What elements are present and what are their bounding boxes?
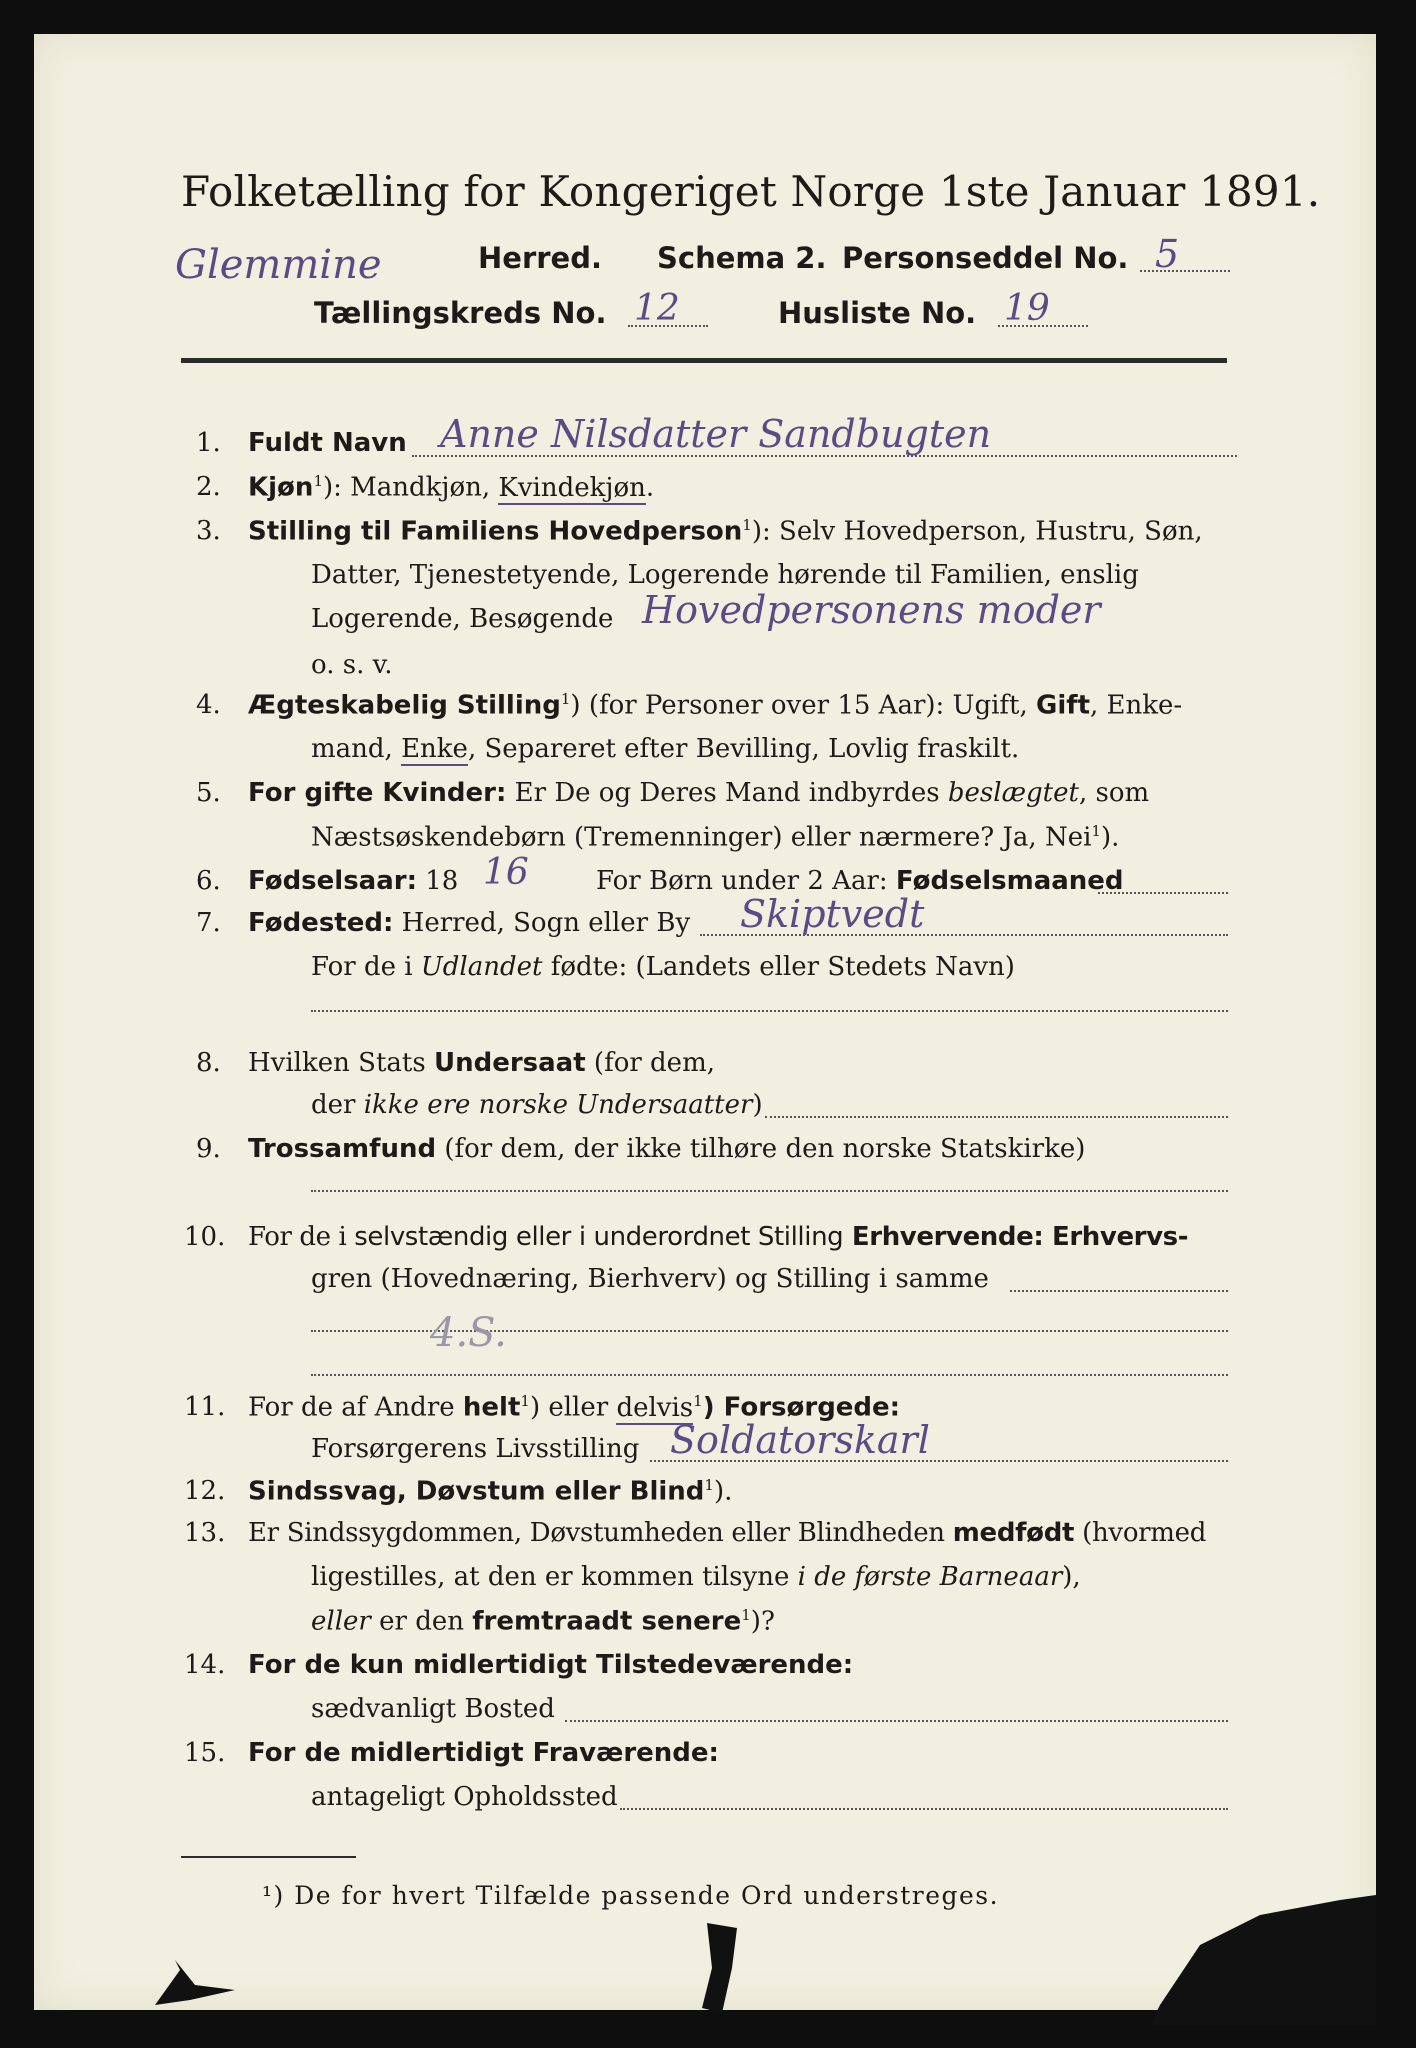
- herred-handwritten: Glemmine: [175, 242, 382, 288]
- q12-end: ).: [713, 1476, 733, 1507]
- q4-line2-b: , Separeret efter Bevilling, Lovlig fraskilt.: [467, 734, 1020, 764]
- q11-answer: Soldatorskarl: [670, 1418, 930, 1462]
- q9-line: [248, 1134, 1085, 1164]
- q6-year-handwritten: 16: [483, 852, 529, 893]
- q10-line2: gren (Hovednæring, Bierhverv) og Stilling i samme: [311, 1264, 989, 1294]
- q13-line3-b: fremtraadt senere: [472, 1606, 742, 1637]
- q7-line1: [248, 908, 690, 938]
- q11-number: 11.: [184, 1392, 226, 1422]
- q4-gift: Gift: [1036, 690, 1091, 721]
- q5-beslaegtet: beslægtet: [947, 778, 1079, 808]
- q12-footnote-mark: 1: [704, 1476, 714, 1494]
- q4-line2-a: mand,: [311, 734, 402, 764]
- q13-line3-italic: eller: [311, 1606, 371, 1637]
- q6-fodselsmaaned: Fødselsmaaned: [895, 866, 1124, 896]
- q7-dotted-line: [700, 934, 1228, 936]
- q4-enke-underlined: Enke: [401, 734, 468, 764]
- corner-damage-left: [150, 1930, 240, 2010]
- q10-text-a: For de i: [248, 1222, 355, 1252]
- q7-line2-a: For de i: [311, 952, 421, 982]
- q15-dotted-line: [620, 1808, 1228, 1810]
- q10-dotted-line-1: [1010, 1290, 1228, 1292]
- q13-line1: [248, 1518, 1206, 1548]
- personseddel-dotted-line: [1140, 270, 1230, 272]
- q7-answer: Skiptvedt: [740, 892, 925, 936]
- kreds-label: Tællingskreds No.: [314, 296, 607, 330]
- q8-ikke: ikke ere norske Undersaatter: [363, 1090, 753, 1120]
- q1-answer-name: Anne Nilsdatter Sandbugten: [440, 412, 992, 456]
- q3-number: 3.: [196, 516, 221, 546]
- q7-udlandet: Udlandet: [420, 952, 543, 982]
- q7-number: 7.: [196, 908, 221, 938]
- tear-damage-middle: [692, 1918, 752, 2018]
- q13-text-a: Er Sindssygdommen, Døvstumheden eller Blindheden: [248, 1518, 953, 1548]
- q11-text-a: For de af Andre: [248, 1392, 463, 1423]
- q11-footnote-mark-2: 1: [693, 1392, 703, 1410]
- q3-answer: Hovedpersonens moder: [642, 588, 1101, 632]
- q14-dotted-line: [565, 1720, 1228, 1722]
- q13-line3-a: er den: [370, 1606, 473, 1637]
- q11-delvis-underlined: delvis: [616, 1392, 694, 1423]
- q14-label: For de kun midlertidigt Tilstedeværende:: [248, 1650, 854, 1680]
- q2-kvindekjon-underlined: Kvindekjøn: [498, 472, 646, 503]
- q13-line2-italic: i de første Barneaar: [797, 1562, 1063, 1592]
- q7-line2-b: fødte: (Landets eller Stedets Navn): [542, 952, 1015, 982]
- q2-footnote-mark: 1: [313, 472, 323, 490]
- kreds-dotted-line: [628, 325, 708, 327]
- corner-damage-right: [1140, 1895, 1380, 2025]
- q13-number: 13.: [184, 1518, 226, 1548]
- q11-forsorgede: ) Forsørgede:: [702, 1392, 901, 1423]
- q5-end: ).: [1100, 822, 1120, 853]
- q3-footnote-mark: 1: [742, 516, 752, 534]
- q2-number: 2.: [196, 472, 221, 502]
- q6-line: [248, 866, 458, 896]
- q6-text: For Børn under 2 Aar:: [596, 866, 896, 896]
- q4-footnote-mark: 1: [560, 690, 571, 708]
- q1-label: Fuldt Navn: [248, 428, 407, 458]
- header-rule: [181, 358, 1227, 363]
- q8-line2: [311, 1090, 763, 1120]
- q3-line3: Logerende, Besøgende: [311, 604, 614, 634]
- q8-label-b: Undersaat: [433, 1048, 586, 1078]
- husliste-dotted-line: [998, 325, 1088, 327]
- q13-line3: [311, 1606, 775, 1637]
- q9-text: (for dem, der ikke tilhøre den norske Statskirke): [436, 1134, 1086, 1164]
- q8-line1: [248, 1048, 715, 1078]
- q6-year-prefix: 18: [417, 866, 459, 896]
- q13-line2: [311, 1562, 1081, 1592]
- q5-number: 5.: [196, 778, 221, 808]
- q15-line2: antageligt Opholdssted: [311, 1782, 618, 1812]
- q15-number: 15.: [184, 1738, 226, 1768]
- q3-line1: [248, 516, 1203, 547]
- q13-line3-c: )?: [750, 1606, 775, 1637]
- q10-b2: Erhvervende:: [843, 1222, 1044, 1252]
- q4-text-a: ) (for Personer over 15 Aar): Ugift,: [570, 690, 1037, 721]
- q5-footnote-mark: 1: [1091, 822, 1101, 840]
- q12-number: 12.: [184, 1476, 226, 1506]
- q11-footnote-mark: 1: [520, 1392, 530, 1410]
- q2-text-c: .: [645, 472, 655, 503]
- q8-label-a: Hvilken Stats: [248, 1048, 434, 1078]
- husliste-label: Husliste No.: [778, 296, 977, 330]
- q10-text-b: Erhvervs-: [1043, 1222, 1189, 1252]
- q10-b1: selvstændig eller i underordnet Stilling: [354, 1222, 844, 1252]
- q13-line2-b: ),: [1062, 1562, 1081, 1592]
- q13-footnote-mark: 1: [741, 1606, 751, 1624]
- kreds-number: 12: [634, 288, 680, 329]
- form-title: Folketælling for Kongeriget Norge 1ste Januar 1891.: [181, 167, 1321, 216]
- q8-line2-a: der: [311, 1090, 364, 1120]
- q8-line2-b: ): [752, 1090, 763, 1120]
- q2-text-a: ): Mandkjøn,: [322, 472, 499, 503]
- q8-number: 8.: [196, 1048, 221, 1078]
- q10-dotted-line-3: [311, 1374, 1228, 1376]
- q6-dotted-line: [1098, 892, 1228, 894]
- schema-label: Schema 2.: [657, 241, 827, 275]
- q11-mid: ) eller: [529, 1392, 617, 1423]
- q12-line: [248, 1476, 732, 1507]
- q8-dotted-line: [765, 1116, 1228, 1118]
- q4-label: Ægteskabelig Stilling: [248, 690, 561, 721]
- q3-label: Stilling til Familiens Hovedperson: [248, 516, 743, 547]
- q11-helt: helt: [462, 1392, 521, 1423]
- q9-label: Trossamfund: [248, 1134, 437, 1164]
- q4-line1: [248, 690, 1182, 721]
- q13-text-b: (hvormed: [1074, 1518, 1207, 1548]
- q10-number: 10.: [184, 1222, 226, 1252]
- q14-number: 14.: [184, 1650, 226, 1680]
- q1-number: 1.: [196, 428, 221, 458]
- herred-label: Herred.: [478, 241, 602, 275]
- q9-number: 9.: [196, 1134, 221, 1164]
- q10-pencil-mark: 4.S.: [430, 1310, 507, 1356]
- personseddel-number: 5: [1155, 232, 1180, 276]
- q7-line2: [311, 952, 1015, 982]
- q5-line2-text: Næstsøskendebørn (Tremenninger) eller nærmere? Ja, Nei: [311, 822, 1092, 853]
- q2-line: [248, 472, 654, 503]
- q5-label: For gifte Kvinder:: [248, 778, 507, 808]
- q4-text-b: , Enke-: [1090, 690, 1183, 721]
- q11-line2: Forsørgerens Livsstilling: [311, 1434, 640, 1464]
- q5-text-b: , som: [1078, 778, 1150, 808]
- q2-label: Kjøn: [248, 472, 314, 503]
- footnote-text: ¹) De for hvert Tilfælde passende Ord understreges.: [262, 1881, 1000, 1910]
- q6-number: 6.: [196, 866, 221, 896]
- q7-label: Fødested:: [248, 908, 394, 938]
- husliste-number: 19: [1004, 288, 1050, 329]
- personseddel-label: Personseddel No.: [842, 241, 1129, 275]
- q12-label: Sindssvag, Døvstum eller Blind: [248, 1476, 705, 1507]
- q3-line2: Datter, Tjenestetyende, Logerende hørende til Familien, enslig: [311, 560, 1139, 590]
- q3-text-a: ): Selv Hovedperson, Hustru, Søn,: [751, 516, 1203, 547]
- q5-line2: [311, 822, 1119, 853]
- q5-text-a: Er De og Deres Mand indbyrdes: [506, 778, 948, 808]
- q7-dotted-line-2: [311, 1010, 1228, 1012]
- q13-line2-a: ligestilles, at den er kommen tilsyne: [311, 1562, 798, 1592]
- q15-label: For de midlertidigt Fraværende:: [248, 1738, 719, 1768]
- q7-text: Herred, Sogn eller By: [393, 908, 691, 938]
- q14-line2: sædvanligt Bosted: [311, 1694, 555, 1724]
- q4-line2: [311, 734, 1019, 764]
- census-form-page: [34, 34, 1376, 2010]
- q9-dotted-line: [311, 1190, 1228, 1192]
- q13-medfodt: medfødt: [952, 1518, 1075, 1548]
- footnote-rule: [181, 1856, 356, 1858]
- q1-dotted-line: [412, 455, 1237, 457]
- q10-line1: [248, 1222, 1188, 1252]
- q8-text: (for dem,: [585, 1048, 715, 1078]
- q5-line1: [248, 778, 1149, 808]
- q6-label: Fødselsaar:: [248, 866, 417, 896]
- q11-dotted-line: [650, 1460, 1228, 1462]
- q4-number: 4.: [196, 690, 221, 720]
- q3-line4: o. s. v.: [311, 650, 393, 680]
